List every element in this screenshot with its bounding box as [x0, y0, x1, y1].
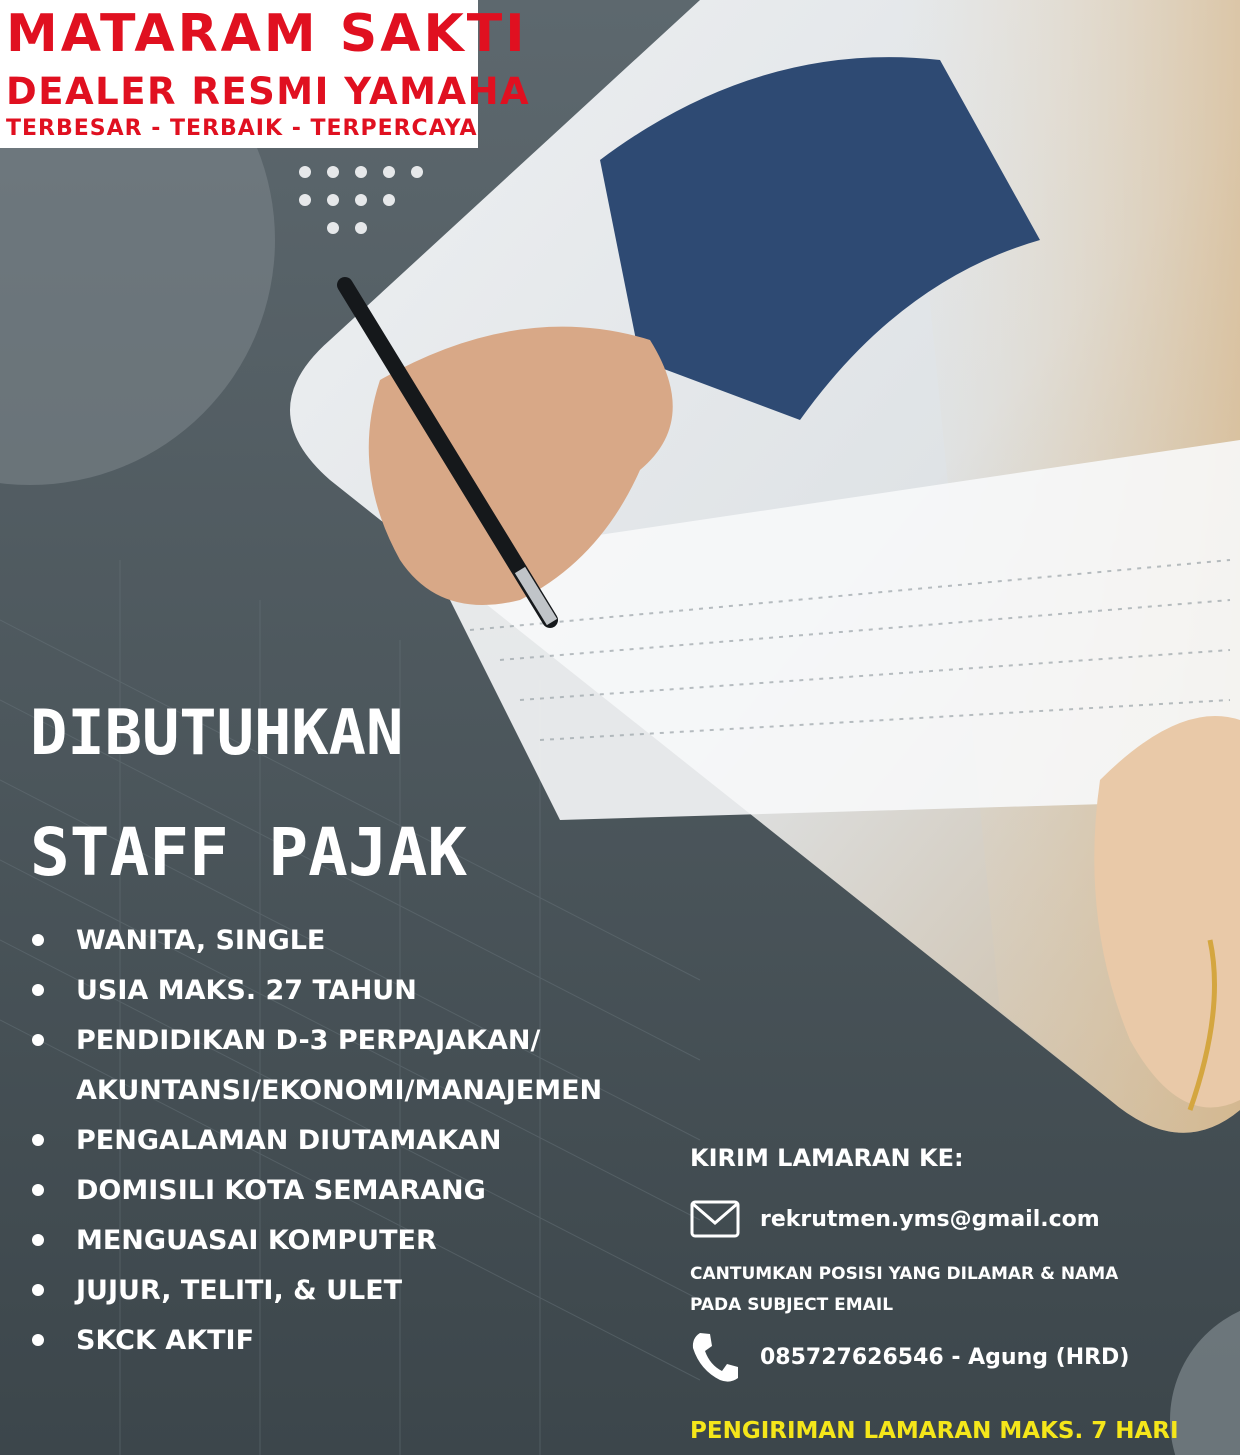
contact-section: [690, 1144, 1230, 1370]
bullet-icon: [32, 1184, 44, 1196]
email-row: [690, 1199, 1100, 1239]
email-address[interactable]: rekrutmen.yms@gmail.com: [760, 1206, 1100, 1232]
brand-header: [0, 0, 531, 148]
phone-row: [690, 1330, 1129, 1384]
phone-number[interactable]: 085727626546 - Agung (HRD): [760, 1344, 1130, 1370]
requirement-item: WANITA, SINGLE: [30, 916, 602, 966]
requirement-item: JUJUR, TELITI, & ULET: [30, 1266, 602, 1316]
requirement-item: PENGALAMAN DIUTAMAKAN: [30, 1116, 602, 1166]
requirement-item: USIA MAKS. 27 TAHUN: [30, 966, 602, 1016]
dealer-text: DEALER RESMI YAMAHA: [6, 70, 531, 113]
bullet-icon: [32, 984, 44, 996]
requirement-item: MENGUASAI KOMPUTER: [30, 1216, 602, 1266]
requirement-item: DOMISILI KOTA SEMARANG: [30, 1166, 602, 1216]
headline-position: STAFF PAJAK: [30, 814, 468, 891]
bullet-icon: [32, 1134, 44, 1146]
requirements-list: [30, 916, 602, 1366]
email-note: CANTUMKAN POSISI YANG DILAMAR & NAMA PADA SUBJECT EMAIL: [690, 1264, 1119, 1315]
phone-icon: [690, 1330, 740, 1384]
brand-slogan: TERBESAR - TERBAIK - TERPERCAYA: [6, 116, 478, 141]
requirement-item: SKCK AKTIF: [30, 1316, 602, 1366]
bullet-icon: [32, 1334, 44, 1346]
requirement-item-continued: AKUNTANSI/EKONOMI/MANAJEMEN: [76, 1075, 603, 1106]
contact-heading: KIRIM LAMARAN KE:: [690, 1144, 964, 1172]
brand-name: MATARAM SAKTI: [6, 4, 528, 64]
application-deadline: PENGIRIMAN LAMARAN MAKS. 7 HARI: [690, 1418, 1179, 1444]
headline-dibutuhkan: DIBUTUHKAN: [30, 696, 404, 769]
mail-icon: [690, 1199, 740, 1239]
bullet-icon: [32, 1034, 44, 1046]
requirement-item: PENDIDIKAN D-3 PERPAJAKAN/: [30, 1016, 602, 1066]
bullet-icon: [32, 934, 44, 946]
bullet-icon: [32, 1234, 44, 1246]
bullet-icon: [32, 1284, 44, 1296]
